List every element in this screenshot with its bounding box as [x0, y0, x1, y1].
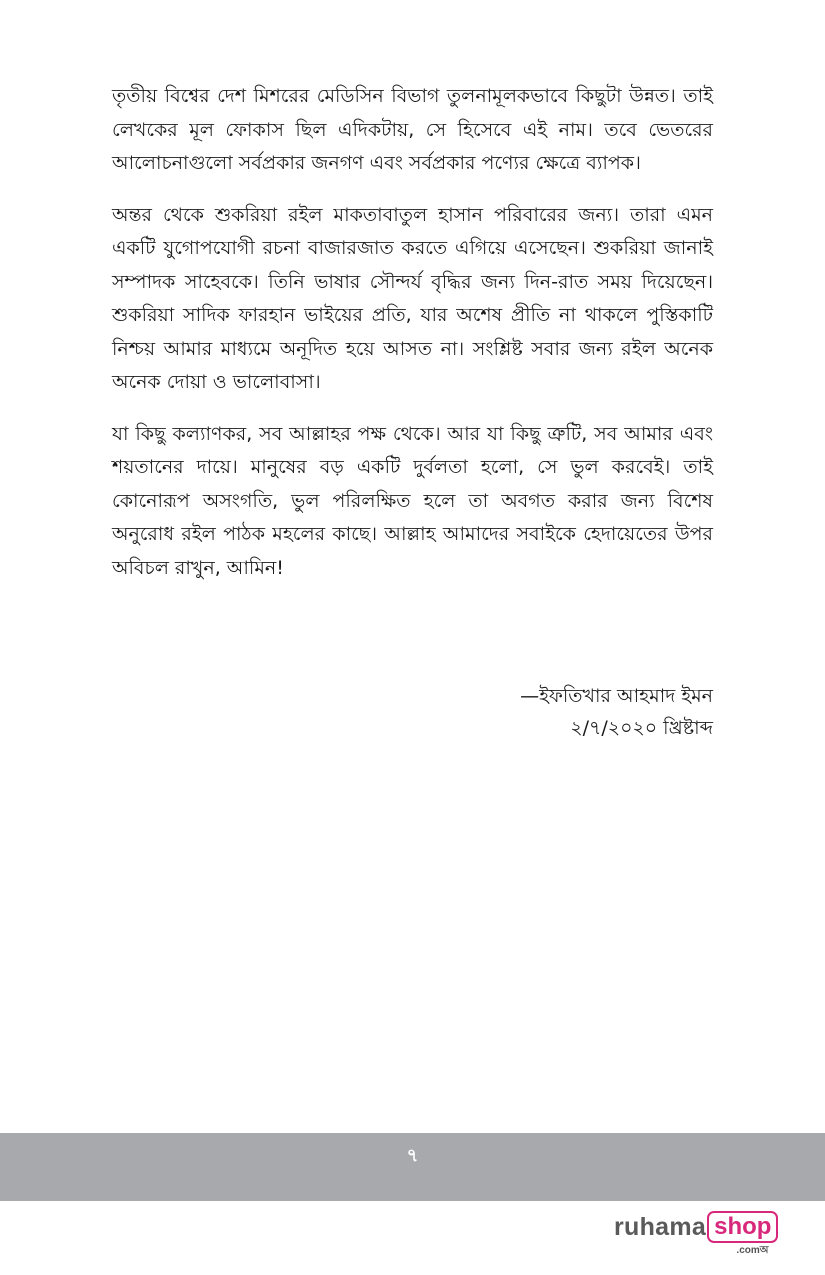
signature-block: [313, 680, 713, 744]
logo-domain-suffix: .comঅ: [736, 1245, 769, 1256]
logo-text-shop: shop: [707, 1211, 778, 1243]
page-number: ৭: [406, 1145, 419, 1166]
paragraph: তৃতীয় বিশ্বের দেশ মিশরের মেডিসিন বিভাগ তুলনামূলকভাবে কিছুটা উন্নত। তাই লেখকের মূল ফোকাস ছিল এদিকটায়, সে হিসেবে এই নাম। তবে ভেতরের আলোচনাগুলো সর্বপ্রকার জনগণ এবং সর্বপ্রকার পণ্যের ক্ষেত্রে ব্যাপক।: [112, 85, 713, 174]
signature-name: —ইফতিখার আহমাদ ইমন: [520, 685, 713, 707]
document-body: [112, 80, 713, 603]
paragraph: যা কিছু কল্যাণকর, সব আল্লাহর পক্ষ থেকে। আর যা কিছু ত্রুটি, সব আমার এবং শয়তানের দায়ে। মানুষের বড় একটি দুর্বলতা হলো, সে ভুল করবেই। তাই কোনোরূপ অসংগতি, ভুল পরিলক্ষিত হলে তা অবগত করার জন্য বিশেষ অনুরোধ রইল পাঠক মহলের কাছে। আল্লাহ আমাদের সবাইকে হেদায়েতের উপর অবিচল রাখুন, আমিন!: [112, 422, 713, 579]
paragraph: অন্তর থেকে শুকরিয়া রইল মাকতাবাতুল হাসান পরিবারের জন্য। তারা এমন একটি যুগোপযোগী রচনা বাজারজাত করতে এগিয়ে এসেছেন। শুকরিয়া জানাই সম্পাদক সাহেবকে। তিনি ভাষার সৌন্দর্য বৃদ্ধির জন্য দিন-রাত সময় দিয়েছেন। শুকরিয়া সাদিক ফারহান ভাইয়ের প্রতি, যার অশেষ প্রীতি না থাকলে পুস্তিকাটি নিশ্চয় আমার মাধ্যমে অনূদিত হয়ে আসত না। সংশ্লিষ্ট সবার জন্য রইল অনেক অনেক দোয়া ও ভালোবাসা।: [112, 203, 713, 393]
ruhama-shop-logo: [614, 1211, 778, 1259]
logo-text-ruhama: ruhama: [614, 1212, 707, 1241]
signature-date: ২/৭/২০২০ খ্রিষ্টাব্দ: [570, 717, 713, 739]
footer-band: [0, 1133, 825, 1201]
